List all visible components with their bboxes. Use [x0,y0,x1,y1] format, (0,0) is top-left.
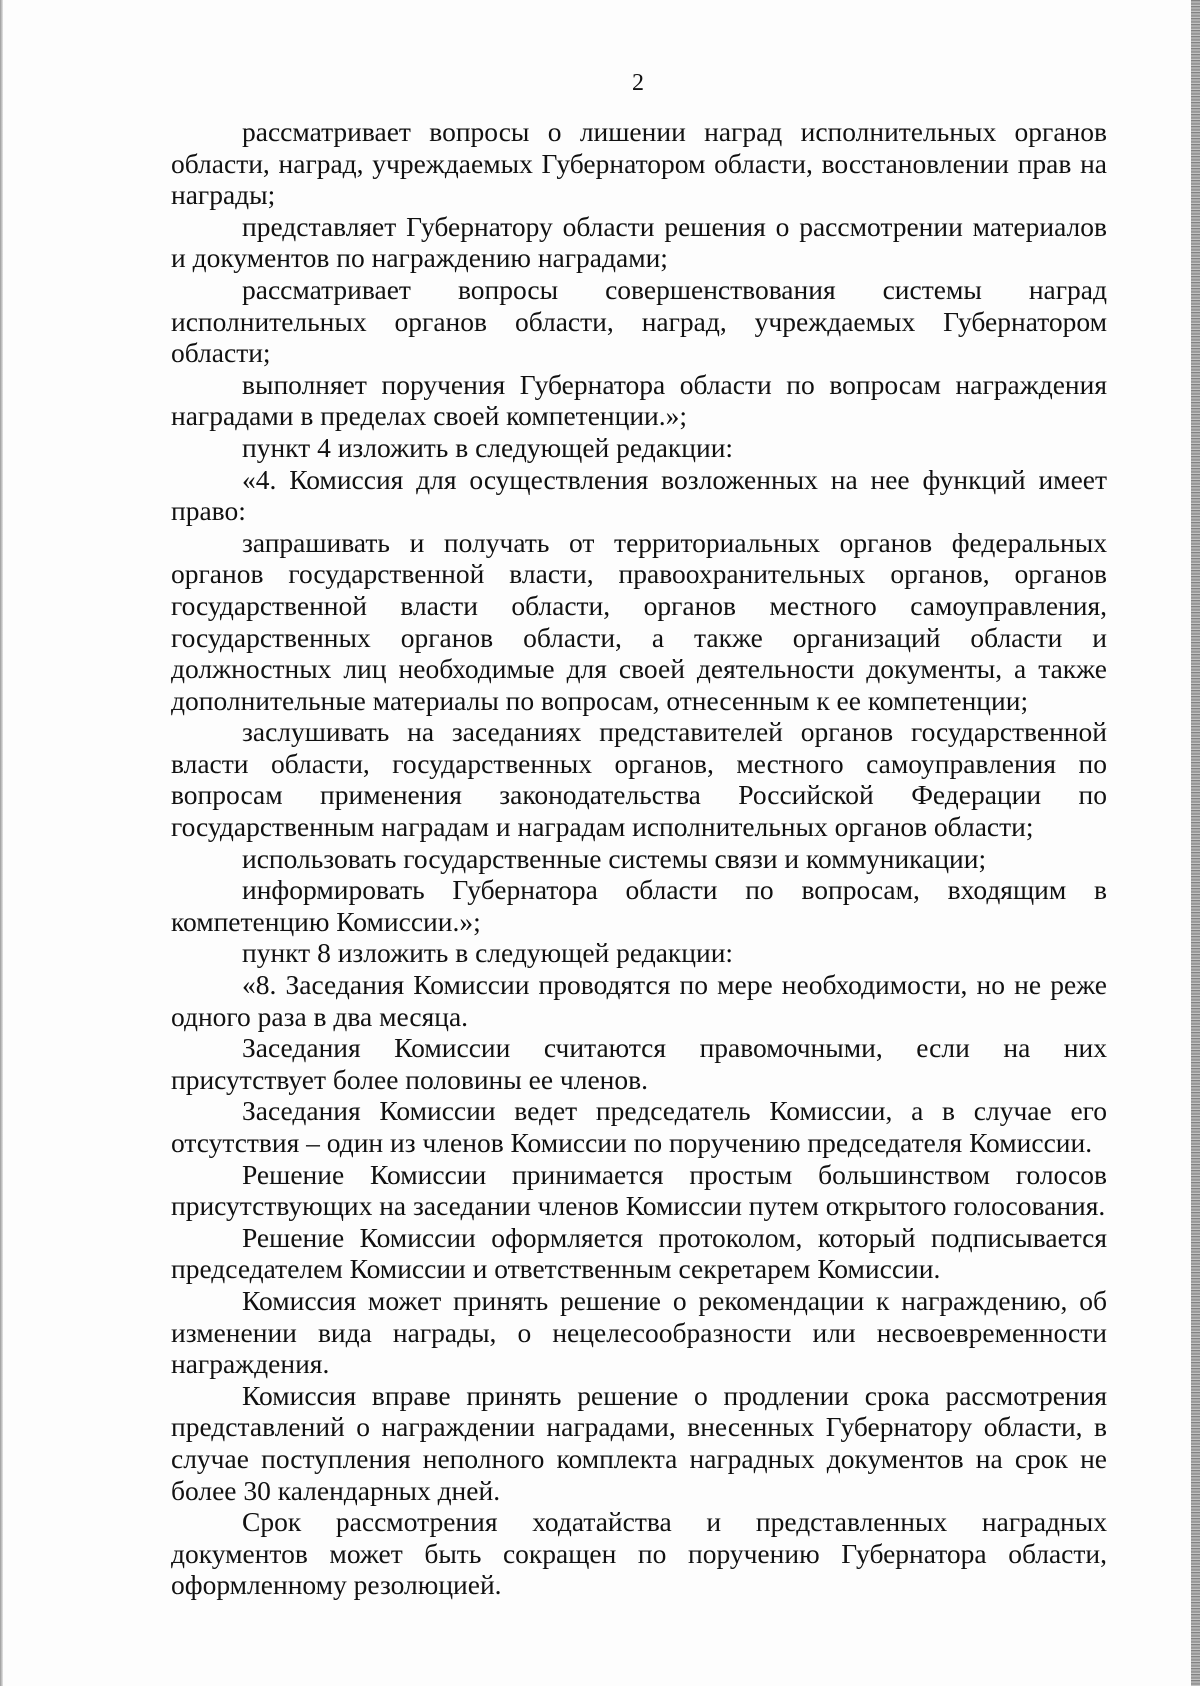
paragraph: информировать Губернатора области по вопросам, входящим в компетенцию Комиссии.»; [171,874,1107,937]
paragraph: запрашивать и получать от территориальных органов федеральных органов государственной власти, правоохранительных органов, органов государственной власти области, органов местного самоуправления, государственных органов области, а также организаций области и должностных лиц необходимые для своей деятельности документы, а также дополнительные материалы по вопросам, отнесенным к ее компетенции; [171,526,1107,716]
document-body [171,116,1107,1601]
paragraph: Заседания Комиссии считаются правомочными, если на них присутствует более половины ее членов. [171,1032,1107,1095]
paragraph: пункт 4 изложить в следующей редакции: [242,431,734,463]
scan-left-edge [0,0,3,1686]
paragraph: Срок рассмотрения ходатайства и представленных наградных документов может быть сокращен по поручению Губернатора области, оформленному резолюцией. [171,1506,1107,1601]
paragraph: заслушивать на заседаниях представителей органов государственной власти области, государственных органов, местного самоуправления по вопросам применения законодательства Российской Федерации по государственным наградам и наградам исполнительных органов области; [171,716,1107,843]
scan-right-edge [1191,0,1200,1686]
paragraph: Решение Комиссии оформляется протоколом, который подписывается председателем Комиссии и ответственным секретарем Комиссии. [171,1221,1107,1285]
page-number: 2 [632,70,644,96]
paragraph: рассматривает вопросы о лишении наград исполнительных органов области, наград, учреждаемых Губернатором области, восстановлении прав на награды; [171,116,1107,211]
paragraph: выполняет поручения Губернатора области по вопросам награждения наградами в пределах своей компетенции.»; [171,368,1107,432]
paragraph: Комиссия вправе принять решение о продлении срока рассмотрения представлений о награждении наградами, внесенных Губернатору области, в случае поступления неполного комплекта наградных документов на срок не более 30 календарных дней. [171,1379,1107,1506]
paragraph: использовать государственные системы связи и коммуникации; [242,842,987,874]
paragraph: Заседания Комиссии ведет председатель Комиссии, а в случае его отсутствия – один из членов Комиссии по поручению председателя Комиссии. [171,1095,1107,1158]
paragraph: «4. Комиссия для осуществления возложенных на нее функций имеет право: [171,463,1107,527]
paragraph: представляет Губернатору области решения о рассмотрении материалов и документов по награждению наградами; [171,210,1107,274]
paragraph: пункт 8 изложить в следующей редакции: [242,937,734,969]
paragraph: «8. Заседания Комиссии проводятся по мере необходимости, но не реже одного раза в два месяца. [171,969,1107,1032]
paragraph: рассматривает вопросы совершенствования системы наград исполнительных органов области, наград, учреждаемых Губернатором области; [171,273,1107,369]
paragraph: Комиссия может принять решение о рекомендации к награждению, об изменении вида награды, о нецелесообразности или несвоевременности награждения. [171,1284,1107,1380]
paragraph: Решение Комиссии принимается простым большинством голосов присутствующих на заседании членов Комиссии путем открытого голосования. [171,1158,1107,1222]
